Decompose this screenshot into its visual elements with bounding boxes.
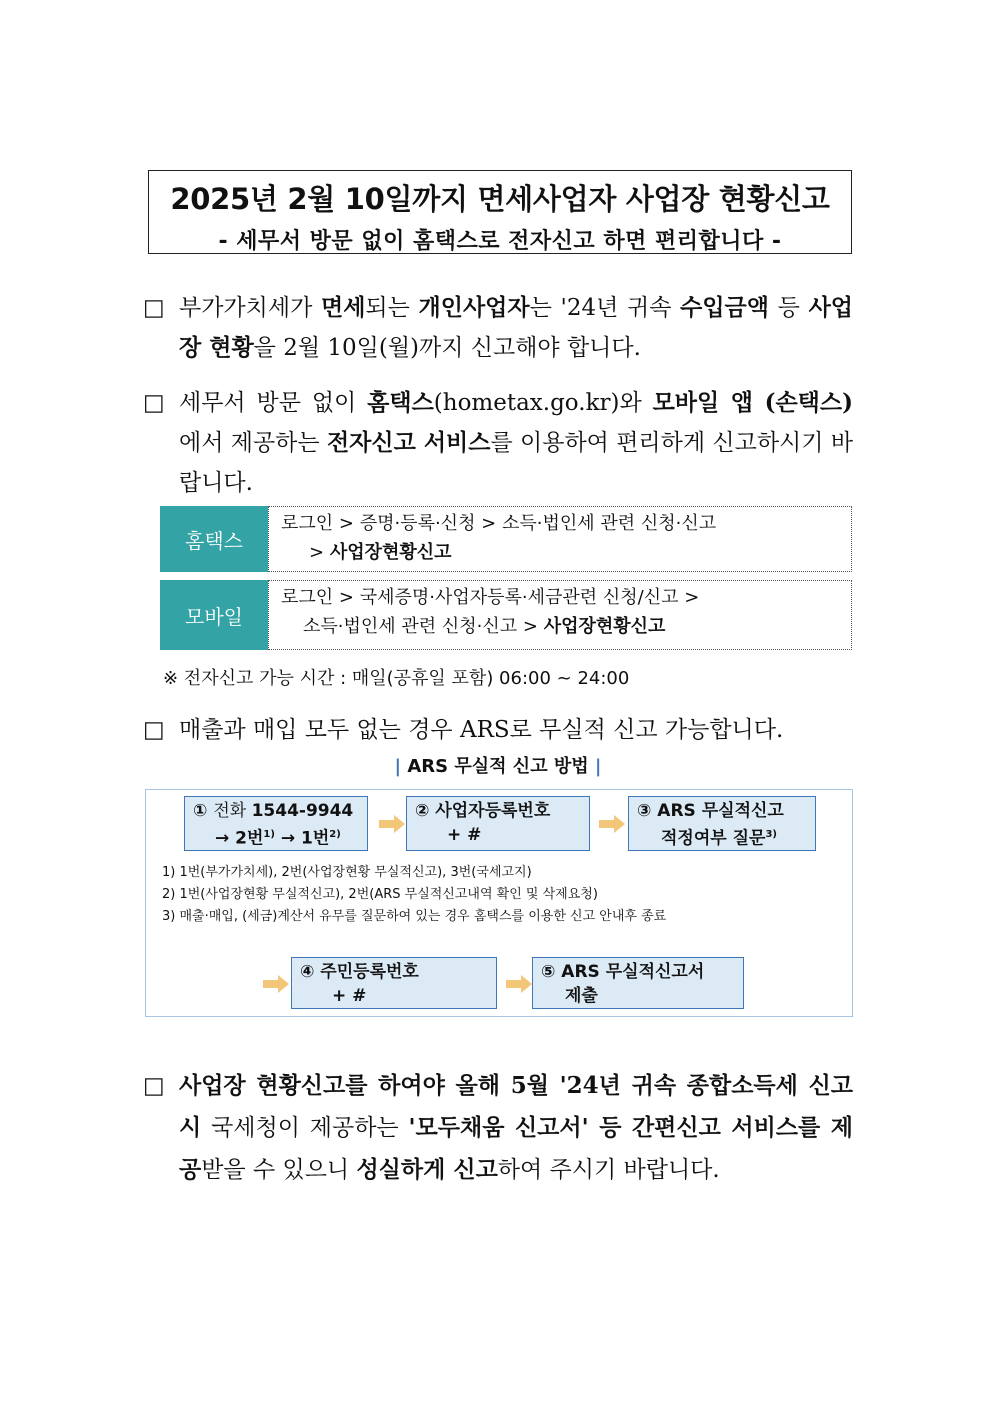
menu-row-hometax bbox=[160, 506, 852, 572]
menu-path-mobile: 로그인 > 국세증명·사업자등록·세금관련 신청/신고 > 소득·법인세 관련 신청·신고 > 사업장현황신고 bbox=[268, 580, 852, 650]
menu-label-mobile: 모바일 bbox=[160, 580, 268, 650]
arrow-right-icon bbox=[599, 815, 625, 833]
paragraph-3: □ 매출과 매입 모두 없는 경우 ARS로 무실적 신고 가능합니다. bbox=[143, 710, 853, 750]
page-subtitle: - 세무서 방문 없이 홈택스로 전자신고 하면 편리합니다 - bbox=[218, 229, 782, 254]
available-time-note: ※ 전자신고 가능 시간 : 매일(공휴일 포함) 06:00 ~ 24:00 bbox=[163, 668, 630, 689]
menu-label-hometax: 홈택스 bbox=[160, 506, 268, 572]
ars-step-5: ⑤ ARS 무실적신고서 제출 bbox=[532, 957, 744, 1009]
title-box bbox=[148, 170, 852, 254]
menu-path-hometax: 로그인 > 증명·등록·신청 > 소득·법인세 관련 신청·신고 > 사업장현황신고 bbox=[268, 506, 852, 572]
menu-row-mobile bbox=[160, 580, 852, 650]
ars-title: | ARS 무실적 신고 방법 | bbox=[394, 756, 602, 777]
ars-step-4: ④ 주민등록번호 + # bbox=[291, 957, 497, 1009]
ars-footnotes: 1) 1번(부가가치세), 2번(사업장현황 무실적신고), 3번(국세고지) 2) 1번(사업장현황 무실적신고), 2번(ARS 무실적신고내역 확인 및 삭제요청) 3) 매출·매입, (세금)계산서 유무를 질문하여 있는 경우 홈택스를 이용한 신고 안내후 종료 bbox=[162, 865, 667, 924]
arrow-right-icon bbox=[263, 975, 289, 993]
ars-step-1: ① 전화 1544-9944 → 2번$^{1)}$ → 1번$^{2)}$ bbox=[184, 796, 368, 851]
bullet-box: □ bbox=[143, 717, 165, 743]
paragraph-4: □ 사업장 현황신고를 하여야 올해 5월 '24년 귀속 종합소득세 신고 시 국세청이 제공하는 '모두채움 신고서' 등 간편신고 서비스를 제공받을 수 있으니 성실하게 신고하여 주시기 바랍니다. bbox=[143, 1065, 853, 1191]
paragraph-2: □ 세무서 방문 없이 홈택스(hometax.go.kr)와 모바일 앱 (손택스)에서 제공하는 전자신고 서비스를 이용하여 편리하게 신고하시기 바랍니다. bbox=[143, 383, 853, 503]
ars-step-2: ② 사업자등록번호 + # bbox=[406, 796, 590, 851]
arrow-right-icon bbox=[506, 975, 532, 993]
page-title: 2025년 2월 10일까지 면세사업자 사업장 현황신고 bbox=[170, 182, 830, 216]
arrow-right-icon bbox=[379, 815, 405, 833]
paragraph-1: □ 부가가치세가 면세되는 개인사업자는 '24년 귀속 수입금액 등 사업장 현황을 2월 10일(월)까지 신고해야 합니다. bbox=[143, 288, 853, 368]
bullet-box: □ bbox=[143, 295, 165, 321]
ars-diagram bbox=[145, 789, 853, 1017]
bullet-box: □ bbox=[143, 1073, 165, 1099]
bullet-box: □ bbox=[143, 390, 165, 416]
ars-step-3: ③ ARS 무실적신고 적정여부 질문$^{3)}$ bbox=[628, 796, 816, 851]
